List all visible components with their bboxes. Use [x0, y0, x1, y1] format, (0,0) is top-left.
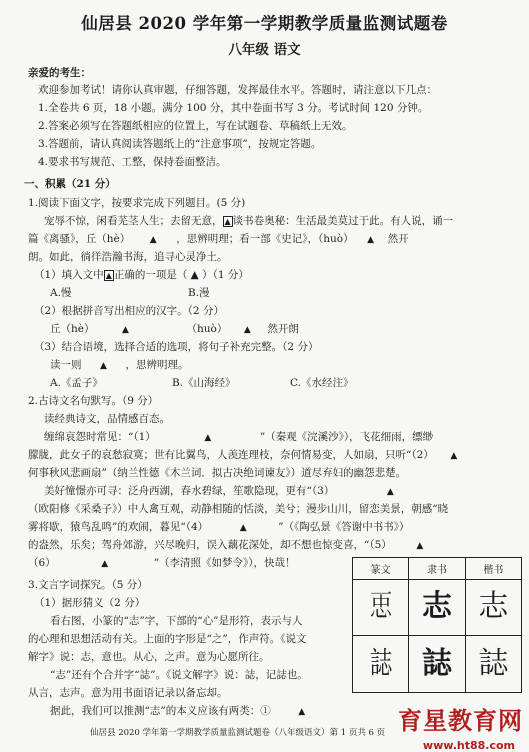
q2-line-2: 缠绵哀怨时常见：“（1） ▲ ”（秦观《浣溪沙》），飞花细雨，缥缈: [44, 431, 434, 443]
page-title: 仙居县 2020 学年第一学期教学质量监测试题卷: [81, 14, 448, 33]
rule-4: 4.要求书写规范、工整，保持卷面整洁。: [38, 156, 227, 168]
q3-sub1: （1）据形猜义（2 分）: [34, 597, 146, 609]
q1-passage-line-3: 朗。如此，徜徉浩瀚书海，追寻心灵净土。: [28, 251, 228, 263]
regular-glyph-zhi2: 誌: [478, 646, 509, 682]
answer-blank: ▲: [298, 707, 306, 717]
watermark-url: www.ht88.com: [422, 739, 515, 752]
answer-blank: ▲: [367, 235, 375, 245]
seal-glyph-zhi: 𢘑: [369, 589, 392, 625]
watermark-brand: 育星教育网: [398, 707, 523, 735]
q1-sub3-line: 读一则 ▲ ，思辨明理。: [50, 359, 189, 371]
rule-3: 3.答题前，请认真阅读答题纸上的“注意事项”，按规定答题。: [38, 138, 322, 150]
clerical-glyph-zhi: 志: [421, 589, 452, 625]
answer-blank: ▲: [204, 433, 212, 443]
q1-sub3: （3）结合语境，选择合适的选项，将句子补充完整。（2 分）: [34, 341, 319, 353]
q2-line-6: （欧阳修《采桑子》）中人禽互观，动静相随的恬淡，美兮；漫步山川，留恋美景，朝感“晓: [28, 503, 449, 515]
q3-para-5: 从言，志声。意为用书面语记录以备忘却。: [28, 687, 228, 699]
q3-para-4: “志”还有个合并字“誌”。《说文解字》说：誌，记誌也。: [50, 669, 308, 681]
q1-sub3-option-a: A.《孟子》: [50, 377, 103, 389]
answer-blank: ▲: [386, 487, 394, 497]
q2-line-9: （6） ▲ ”（李清照《如梦令》），快哉！: [28, 557, 296, 569]
q1-stem: 1.阅读下面文字，按要求完成下列题目。(5 分): [28, 197, 246, 209]
q2-stem: 2.古诗文名句默写。（9 分）: [28, 395, 159, 407]
q2-line-1: 读经典诗文，品情感百态。: [44, 413, 170, 425]
script-evolution-table: [352, 557, 522, 693]
answer-marker: ▲: [105, 271, 112, 280]
q3-para-3: 解字》说：志，意也。从心，之声。意为心愿所往。: [28, 651, 270, 663]
answer-blank: ▲: [101, 559, 109, 569]
intro-text: 欢迎参加考试！请你认真审题，仔细答题，发挥最佳水平。答题时，请注意以下几点：: [38, 84, 437, 96]
q3-para-1: 看右图，小篆的“志”字，下部的“心”是形符，表示与人: [50, 615, 303, 627]
header-regular-script: 楷书: [465, 558, 521, 580]
q1-sub3-option-b: B.《山海经》: [172, 377, 236, 389]
page-footer: 仙居县 2020 学年第一学期教学质量监测试题卷（八年级语文）第 1 页共 6 页: [90, 728, 386, 738]
q1-sub1-option-a: A.慢: [50, 287, 72, 299]
q1-sub2: （2）根据拼音写出相应的汉字。（2 分）: [34, 305, 224, 317]
q2-line-3: 朦胧，此女子的哀愁寂寞；世有比翼鸟，人羡连理枝，奈何情易变，人如扇，只听“（2） ▲: [28, 448, 474, 463]
header-seal-script: 篆文: [353, 558, 409, 580]
section-heading: 一、积累（21 分）: [24, 178, 116, 190]
salutation: 亲爱的考生：: [28, 67, 91, 79]
q2-line-5: 美好憧憬亦可寻：泛舟西湖，春水碧绿，笙歌隐现，更有“（3） ▲: [44, 484, 446, 499]
answer-blank: ▲: [243, 325, 251, 335]
q2-line-8: 的盎然，乐矣；驾舟郊游，兴尽晚归，误入藕花深处，却不想也惊变喜，“（5） ▲: [28, 538, 448, 553]
answer-blank: ▲: [450, 451, 458, 461]
q3-para-6: 据此，我们可以推测“志”的本义应该有两类：① ▲: [50, 704, 333, 719]
q2-line-4: 何事秋风悲画扇”（纳兰性德《木兰词．拟古决绝词谏友》）道尽弃妇的幽怨悲楚。: [28, 467, 407, 479]
q1-sub3-option-c: C.《水经注》: [290, 377, 354, 389]
answer-blank: ▲: [239, 523, 247, 533]
answer-blank: ▲: [149, 235, 157, 245]
regular-glyph-zhi: 志: [478, 589, 509, 625]
rule-1: 1.全卷共 6 页，18 小题。满分 100 分，其中卷面书写 3 分。考试时间 120 分钟。: [38, 102, 429, 114]
clerical-glyph-zhi2: 誌: [421, 646, 452, 682]
q1-sub2-line: 丘（hè） ▲ （huò） ▲ 然开朗: [50, 323, 299, 335]
rule-2: 2.答案必须写在答题纸相应的位置上，写在试题卷、草稿纸上无效。: [38, 120, 353, 132]
answer-blank: ▲: [122, 325, 129, 335]
q2-line-7: 雾将歇，猿鸟乱鸣”的欢闹，暮见“（4） ▲ ”（《陶弘景《答谢中书书》）: [28, 521, 410, 533]
q1-sub1-option-b: B.漫: [188, 287, 210, 299]
answer-marker: ▲: [224, 217, 231, 226]
seal-glyph-zhi2: 誌: [369, 646, 392, 682]
answer-blank: ▲: [100, 361, 107, 371]
answer-blank: ▲: [416, 541, 424, 551]
page-subtitle: 八年级 语文: [228, 42, 301, 58]
q1-sub1: （1）填入文中 ▲ 正确的一项是（ ▲ ）（1 分）: [34, 269, 249, 281]
q1-passage-line-2: 篇《离骚》，丘（hè） ▲ ，思辨明理；看一部《史记》，（huò） ▲ 然开: [28, 233, 409, 245]
q1-passage-line-1: 宠辱不惊，闲看芜茎人生；去留无意， ▲ 谈书卷奥秘：生活最美莫过于此。有人说，诵一: [44, 215, 454, 227]
q3-para-2: 的心理和思想活动有关。上面的字形是“之”，作声符。《说文: [28, 633, 307, 645]
header-clerical-script: 隶书: [409, 558, 465, 580]
q3-stem: 3.文言字词探究。（5 分）: [28, 579, 148, 591]
